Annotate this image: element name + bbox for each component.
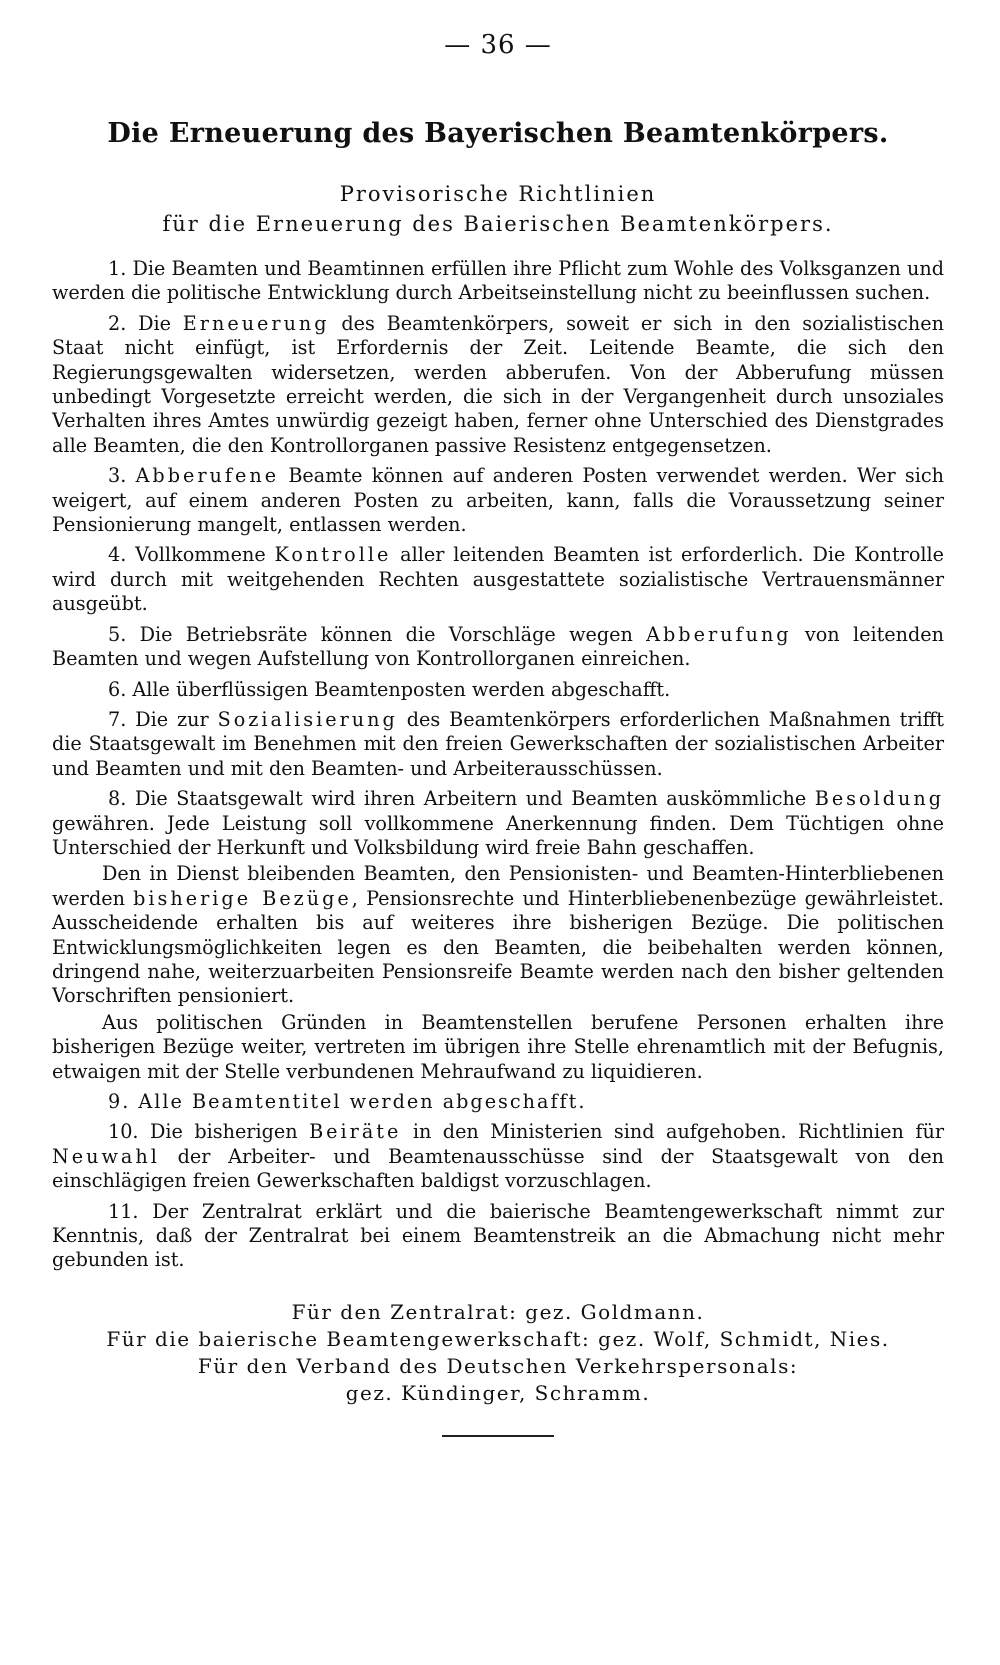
guideline-2-number: 2. Die bbox=[108, 311, 183, 335]
guideline-2-text: des Beamtenkörpers, soweit er sich in den sozialistischen Staat nicht einfügt, ist Erfordernis der Zeit. Leitende Beamte, die sich den Regierungsgewalten widersetzen, werden abberufen. Von der Abberufung müssen unbedingt Vorgesetzte erreicht werden, die sich in der Vergangenheit durch unsoziales Verhalten ihres Amtes unwürdig gezeigt haben, ferner ohne Unterschied des Dienstgrades alle Beamten, die den Kontrollorganen passive Resistenz entgegensetzen. bbox=[52, 311, 944, 457]
page-title: Die Erneuerung des Bayerischen Beamtenkörpers. bbox=[107, 118, 889, 149]
signature-beamtengewerkschaft: Für die baierische Beamtengewerkschaft: gez. Wolf, Schmidt, Nies. bbox=[106, 1326, 890, 1351]
guideline-8-number: 8. Die Staatsgewalt wird ihren Arbeitern und Beamten auskömmliche bbox=[108, 787, 815, 811]
guideline-3-emphasis: Abberufene bbox=[135, 464, 280, 488]
guideline-8-text: gewähren. Jede Leistung soll vollkommene Anerkennung finden. Dem Tüchtigen ohne Unterschied der Herkunft und Volksbildung wird freie Bahn geschaffen. bbox=[52, 811, 944, 859]
signature-verband-names: gez. Kündinger, Schramm. bbox=[345, 1380, 651, 1405]
guideline-8b-text: , Pensionsrechte und Hinterbliebenenbezüge gewährleistet. Ausscheidende erhalten bis auf weiteres ihre bisherigen Bezüge. Die politischen Entwicklungsmöglichkeiten legen es den Beamten, die beibehalten werden können, dringend nahe, weiterzuarbeiten Pensionsreife Beamte werden nach den bisher geltenden Vorschriften pensioniert. bbox=[52, 886, 944, 1008]
signature-verband-heading: Für den Verband des Deutschen Verkehrspersonals: bbox=[197, 1353, 799, 1378]
guideline-8b-text-start: Den in Dienst bleibenden Beamten, den Pensionisten- und Beamten-Hinterbliebenen werden bbox=[52, 862, 944, 910]
guideline-4 bbox=[52, 543, 944, 616]
guideline-10-text: der Arbeiter- und Beamtenausschüsse sind der Staatsgewalt von den einschlägigen freien Gewerkschaften baldigst vorzuschlagen. bbox=[52, 1144, 944, 1193]
guideline-8-paragraph-2 bbox=[52, 862, 944, 1008]
guidelines-body bbox=[52, 257, 944, 1273]
guideline-8b-emphasis: bisherige Bezüge bbox=[133, 886, 352, 910]
guideline-10-text-middle: in den Ministerien sind aufgehoben. Richtlinien für bbox=[401, 1120, 944, 1144]
guideline-1: 1. Die Beamten und Beamtinnen erfüllen ihre Pflicht zum Wohle des Volksganzen und werden die politische Entwicklung durch Arbeitseinstellung nicht zu beeinflussen suchen. bbox=[52, 257, 944, 305]
guideline-11: 11. Der Zentralrat erklärt und die baierische Beamtengewerkschaft nimmt zur Kenntnis, daß der Zentralrat bei einem Beamtenstreik an die Abmachung nicht mehr gebunden ist. bbox=[52, 1199, 944, 1272]
guideline-10 bbox=[52, 1120, 944, 1193]
guideline-2-emphasis: Erneuerung bbox=[182, 311, 330, 335]
guideline-5-emphasis: Abberufung bbox=[646, 622, 792, 646]
guideline-5 bbox=[52, 623, 944, 672]
guideline-4-number: 4. Vollkommene bbox=[108, 543, 275, 567]
signature-zentralrat: Für den Zentralrat: gez. Goldmann. bbox=[291, 1299, 705, 1324]
guideline-4-emphasis: Kontrolle bbox=[274, 543, 392, 567]
subtitle-line-2: für die Erneuerung des Baierischen Beamtenkörpers. bbox=[162, 212, 834, 236]
guideline-3-number: 3. bbox=[108, 464, 136, 488]
guideline-8-emphasis: Besoldung bbox=[814, 787, 944, 811]
guideline-8-paragraph-3: Aus politischen Gründen in Beamtenstellen berufene Personen erhalten ihre bisherigen Bezüge weiter, vertreten im übrigen ihre Stelle ehrenamtlich mit der Befugnis, etwaigen mit der Stelle verbundenen Mehraufwand zu liquidieren. bbox=[52, 1010, 944, 1083]
signature-block bbox=[52, 1299, 944, 1407]
guideline-10-emphasis: Beiräte bbox=[309, 1120, 402, 1144]
subtitle bbox=[52, 179, 944, 239]
guideline-3 bbox=[52, 464, 944, 537]
guideline-7 bbox=[52, 708, 944, 781]
guideline-8 bbox=[52, 787, 944, 860]
guideline-9: 9. Alle Beamtentitel werden abgeschafft. bbox=[108, 1090, 587, 1113]
guideline-6: 6. Alle überflüssigen Beamtenposten werden abgeschafft. bbox=[108, 677, 671, 701]
guideline-3-text: Beamte können auf anderen Posten verwendet werden. Wer sich weigert, auf einem anderen Posten zu arbeiten, kann, falls die Voraussetzung seiner Pensionierung mangelt, entlassen werden. bbox=[52, 464, 945, 537]
guideline-5-text: von leitenden Beamten und wegen Aufstellung von Kontrollorganen einreichen. bbox=[52, 622, 945, 671]
closing-rule bbox=[442, 1435, 554, 1437]
guideline-7-text: des Beamtenkörpers erforderlichen Maßnahmen trifft die Staatsgewalt im Benehmen mit den freien Gewerkschaften der sozialistischen Arbeiter und Beamten und mit den Beamten- und Arbeiterausschüssen. bbox=[52, 707, 944, 780]
guideline-7-number: 7. Die zur bbox=[108, 707, 218, 731]
guideline-7-emphasis: Sozialisierung bbox=[217, 707, 398, 731]
guideline-5-number: 5. Die Betriebsräte können die Vorschläge wegen bbox=[108, 622, 647, 646]
guideline-2 bbox=[52, 312, 944, 458]
subtitle-line-1: Provisorische Richtlinien bbox=[339, 182, 657, 206]
guideline-10-emphasis-2: Neuwahl bbox=[52, 1144, 160, 1168]
guideline-10-number: 10. Die bisherigen bbox=[108, 1120, 310, 1144]
page-number: — 36 — bbox=[444, 30, 552, 60]
guideline-4-text: aller leitenden Beamten ist erforderlich. Die Kontrolle wird durch mit weitgehenden Rechten ausgestattete sozialistische Vertrauensmänner ausgeübt. bbox=[52, 543, 945, 616]
